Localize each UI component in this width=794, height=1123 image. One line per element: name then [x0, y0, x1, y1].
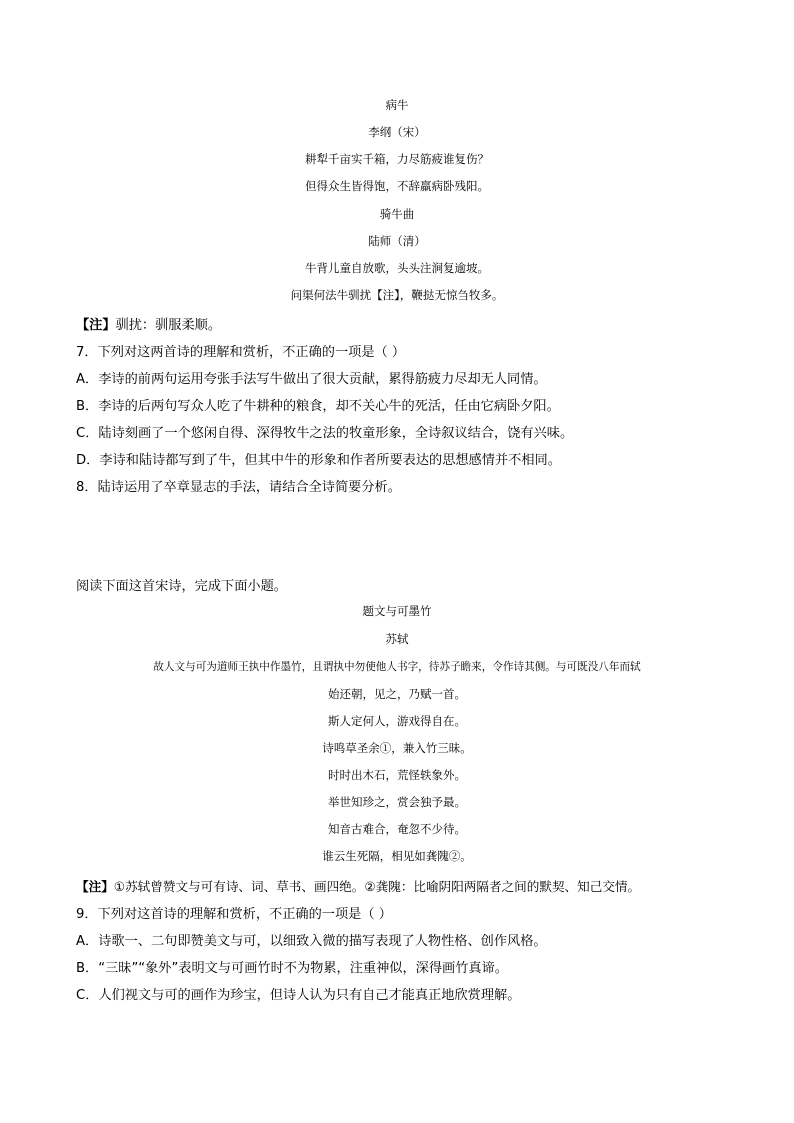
- poem3-line: 谁云生死隔，相见如龚隗②。: [322, 849, 472, 863]
- poem2-author: 陆师（清）: [368, 234, 426, 248]
- option-d: D．李诗和陆诗都写到了牛，但其中牛的形象和作者所要表达的思想感情并不相同。: [76, 453, 561, 468]
- note-text: ①苏轼曾赞文与可有诗、词、草书、画四绝。②龚隗：比喻阴阳两隔者之间的默契、知己交情。: [113, 879, 641, 894]
- section-intro: 阅读下面这首宋诗，完成下面小题。: [76, 579, 287, 594]
- poem3-preface: 始还朝，见之，乃赋一首。: [328, 687, 466, 701]
- poem1-title: 病牛: [385, 98, 409, 112]
- option-b: B．“三昧”“象外”表明文与可画竹时不为物累，注重神似，深得画竹真谛。: [76, 961, 508, 976]
- option-c: C．陆诗刻画了一个悠闲自得、深得牧牛之法的牧童形象，全诗叙议结合，饶有兴味。: [76, 426, 574, 441]
- poem2-title: 骑牛曲: [379, 207, 415, 221]
- question-7: 7．下列对这两首诗的理解和赏析，不正确的一项是（ ）: [76, 345, 406, 360]
- poem1-author: 李纲（宋）: [368, 125, 426, 139]
- option-a: A．诗歌一、二句即赞美文与可，以细致入微的描写表现了人物性格、创作风格。: [76, 934, 547, 949]
- poem2-line: 牛背儿童自放歌，头头注涧复逾坡。: [305, 261, 489, 275]
- poem1-line: 但得众生皆得饱，不辞羸病卧残阳。: [305, 179, 489, 193]
- option-a: A．李诗的前两句运用夸张手法写牛做出了很大贡献，累得筋疲力尽却无人同情。: [76, 372, 547, 387]
- poem3-preface: 故人文与可为道师王执中作墨竹，且谓执中勿使他人书字，待苏子瞻来，令作诗其侧。与可既没八年而轼: [153, 661, 641, 673]
- option-b: B．李诗的后两句写众人吃了牛耕种的粮食，却不关心牛的死活，任由它病卧夕阳。: [76, 399, 560, 414]
- note-mark: 【注】: [76, 318, 116, 333]
- question-9: 9．下列对这首诗的理解和赏析，不正确的一项是（ ）: [76, 907, 392, 922]
- note-mark: 【注】: [76, 879, 114, 894]
- question-8: 8．陆诗运用了卒章显志的手法，请结合全诗简要分析。: [76, 480, 401, 495]
- note: [76, 314, 221, 333]
- poem3-line: 知音古难合，奄忽不少待。: [328, 822, 466, 836]
- poem3-line: 举世知珍之，赏会独予最。: [328, 795, 466, 809]
- poem3-line: 时时出木石，荒怪轶象外。: [328, 768, 466, 782]
- note: [76, 876, 640, 895]
- poem3-author: 苏轼: [385, 632, 409, 646]
- poem2-line: 问渠何法牛驯扰【注】，鞭挞无惊刍牧多。: [290, 288, 504, 302]
- poem3-line: 诗鸣草圣余①，兼入竹三昧。: [322, 741, 472, 755]
- poem1-line: 耕犁千亩实千箱，力尽筋疲谁复伤？: [305, 152, 489, 166]
- poem3-title: 题文与可墨竹: [362, 604, 432, 618]
- note-text: 驯扰：驯服柔顺。: [115, 318, 222, 333]
- option-c: C．人们视文与可的画作为珍宝，但诗人认为只有自己才能真正地欣赏理解。: [76, 988, 521, 1003]
- poem3-line: 斯人定何人，游戏得自在。: [328, 714, 466, 728]
